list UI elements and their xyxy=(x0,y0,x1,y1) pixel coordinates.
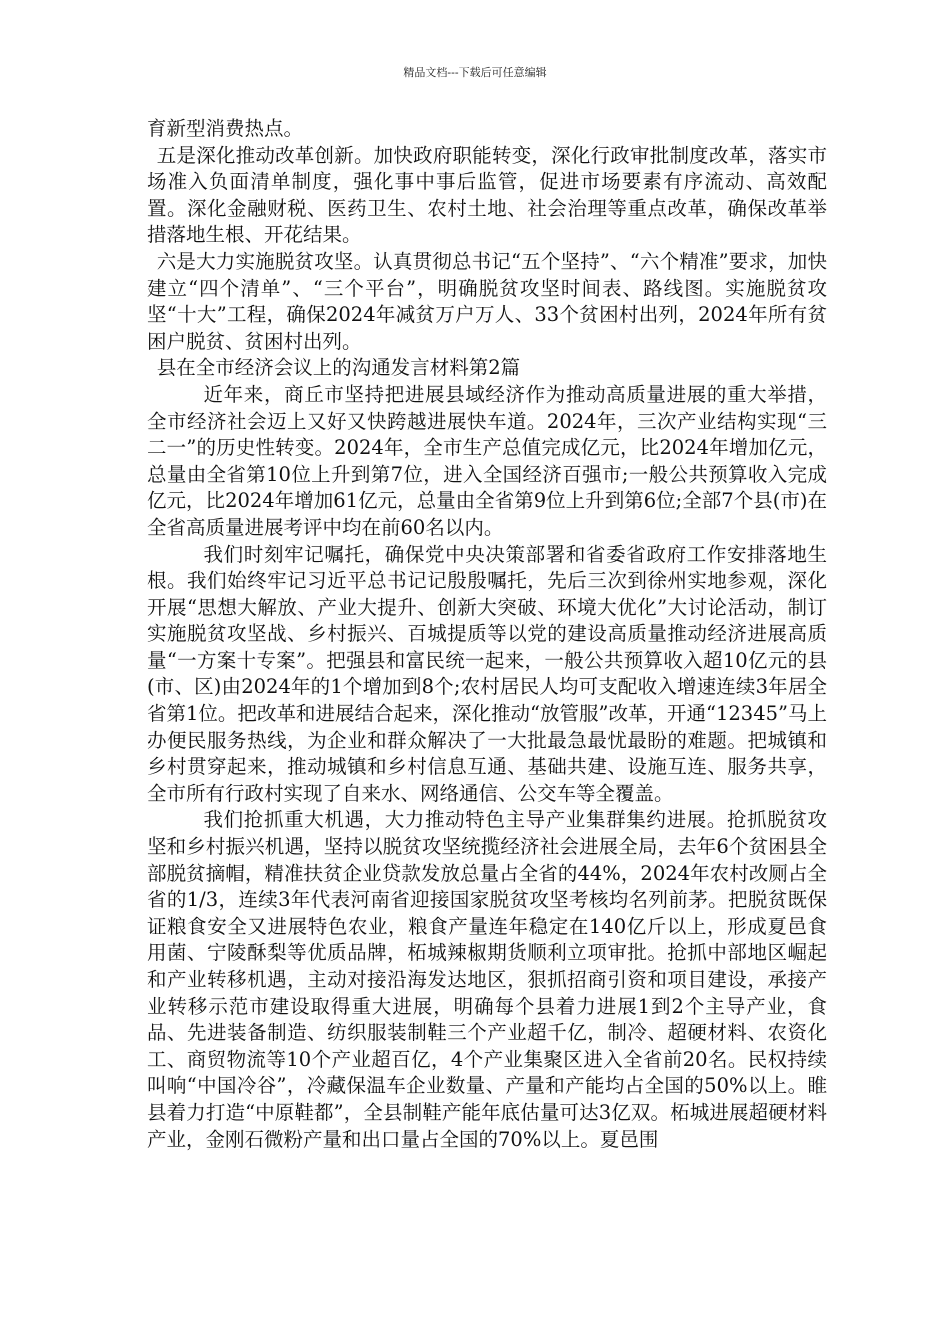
paragraph-1: 育新型消费热点。 xyxy=(147,117,304,140)
section-title: 县在全市经济会议上的沟通发言材料第2篇 xyxy=(156,356,521,380)
paragraph-4: 近年来，商丘市坚持把进展县域经济作为推动高质量进展的重大举措，全市经济社会迈上又好又快跨越进展快车道。2024年，三次产业结构实现“三二一”的历史性转变。2024年，全市生产总值完成亿元，比2024年增加亿元，总量由全省第10位上升到第7位，进入全国经济百强市;一般公共预算收入完成亿元，比2024年增加61亿元，总量由全省第9位上升到第6位;全部7个县(市)在全省高质量进展考评中均在前60名以内。 xyxy=(147,382,827,539)
document-body xyxy=(147,116,827,1153)
paragraph-3: 六是大力实施脱贫攻坚。认真贯彻总书记“五个坚持”、“六个精准”要求，加快建立“四个清单”、“三个平台”，明确脱贫攻坚时间表、路线图。实施脱贫攻坚“十大”工程，确保2024年减贫万户万人、33个贫困村出列，2024年所有贫困户脱贫、贫困村出列。 xyxy=(147,249,827,353)
page-header: 精品文档---下载后可任意编辑 xyxy=(403,66,547,79)
paragraph-2: 五是深化推动改革创新。加快政府职能转变，深化行政审批制度改革，落实市场准入负面清单制度，强化事中事后监管，促进市场要素有序流动、高效配置。深化金融财税、医药卫生、农村土地、社会治理等重点改革，确保改革举措落地生根、开花结果。 xyxy=(147,143,827,247)
paragraph-5: 我们时刻牢记嘱托，确保党中央决策部署和省委省政府工作安排落地生根。我们始终牢记习近平总书记记殷殷嘱托，先后三次到徐州实地参观，深化开展“思想大解放、产业大提升、创新大突破、环境大优化”大讨论活动，制订实施脱贫攻坚战、乡村振兴、百城提质等以党的建设高质量推动经济进展高质量“一方案十专案”。把强县和富民统一起来，一般公共预算收入超10亿元的县(市、区)由2024年的1个增加到8个;农村居民人均可支配收入增速连续3年居全省第1位。把改革和进展结合起来，深化推动“放管服”改革，开通“12345”马上办便民服务热线，为企业和群众解决了一大批最急最忧最盼的难题。把城镇和乡村贯穿起来，推动城镇和乡村信息互通、基础共建、设施互连、服务共享，全市所有行政村实现了自来水、网络通信、公交车等全覆盖。 xyxy=(147,542,827,805)
paragraph-6: 我们抢抓重大机遇，大力推动特色主导产业集群集约进展。抢抓脱贫攻坚和乡村振兴机遇，坚持以脱贫攻坚统揽经济社会进展全局，去年6个贫困县全部脱贫摘帽，精准扶贫企业贷款发放总量占全省的44%，2024年农村改厕占全省的1/3，连续3年代表河南省迎接国家脱贫攻坚考核均名列前茅。把脱贫既保证粮食安全又进展特色农业，粮食产量连年稳定在140亿斤以上，形成夏邑食用菌、宁陵酥梨等优质品牌，柘城辣椒期货顺利立项审批。抢抓中部地区崛起和产业转移机遇，主动对接沿海发达地区，狠抓招商引资和项目建设，承接产业转移示范市建设取得重大进展，明确每个县着力进展1到2个主导产业，食品、先进装备制造、纺织服装制鞋三个产业超千亿，制冷、超硬材料、农资化工、商贸物流等10个产业超百亿，4个产业集聚区进入全省前20名。民权持续叫响“中国冷谷”，冷藏保温车企业数量、产量和产能均占全国的50%以上。睢县着力打造“中原鞋都”，全县制鞋产能年底估量可达3亿双。柘城进展超硬材料产业，金刚石微粉产量和出口量占全国的70%以上。夏邑围 xyxy=(147,808,827,1151)
